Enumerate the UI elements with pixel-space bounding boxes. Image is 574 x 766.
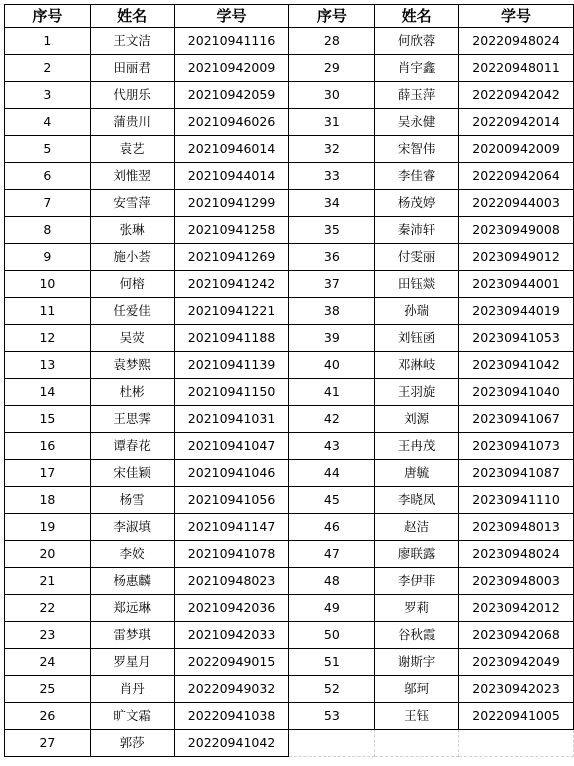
right-student-id-cell: 20230941087 bbox=[459, 460, 574, 487]
table-row bbox=[5, 136, 574, 163]
left-index-cell: 21 bbox=[5, 568, 91, 595]
right-name-cell: 廖联露 bbox=[375, 541, 459, 568]
left-name-cell: 安雪萍 bbox=[90, 190, 174, 217]
right-student-id-cell: 20230941110 bbox=[459, 487, 574, 514]
left-student-id-cell: 20210942009 bbox=[174, 55, 289, 82]
left-student-id-cell: 20210941188 bbox=[174, 325, 289, 352]
left-index-cell: 12 bbox=[5, 325, 91, 352]
left-student-id-cell: 20220949015 bbox=[174, 649, 289, 676]
left-index-cell: 26 bbox=[5, 703, 91, 730]
table-row bbox=[5, 487, 574, 514]
right-name-cell: 赵洁 bbox=[375, 514, 459, 541]
right-student-id-cell: 20200942009 bbox=[459, 136, 574, 163]
right-index-cell: 42 bbox=[289, 406, 375, 433]
left-student-id-cell: 20210944014 bbox=[174, 163, 289, 190]
table-row bbox=[5, 163, 574, 190]
left-index-cell: 5 bbox=[5, 136, 91, 163]
left-student-id-cell: 20210942033 bbox=[174, 622, 289, 649]
empty-cell bbox=[459, 730, 574, 757]
right-name-cell: 杨茂婷 bbox=[375, 190, 459, 217]
table-row bbox=[5, 55, 574, 82]
right-student-id-cell: 20230941067 bbox=[459, 406, 574, 433]
left-student-id-cell: 20210942036 bbox=[174, 595, 289, 622]
left-student-id-cell: 20210946014 bbox=[174, 136, 289, 163]
left-index-cell: 27 bbox=[5, 730, 91, 757]
left-student-id-cell: 20220949032 bbox=[174, 676, 289, 703]
left-index-cell: 7 bbox=[5, 190, 91, 217]
table-row bbox=[5, 622, 574, 649]
right-name-cell: 李伊菲 bbox=[375, 568, 459, 595]
left-index-cell: 10 bbox=[5, 271, 91, 298]
left-index-cell: 23 bbox=[5, 622, 91, 649]
left-index-cell: 16 bbox=[5, 433, 91, 460]
table-row bbox=[5, 352, 574, 379]
right-index-cell: 29 bbox=[289, 55, 375, 82]
left-name-cell: 杜彬 bbox=[90, 379, 174, 406]
right-student-id-cell: 20230948003 bbox=[459, 568, 574, 595]
left-index-cell: 22 bbox=[5, 595, 91, 622]
left-student-id-cell: 20210941150 bbox=[174, 379, 289, 406]
table-row bbox=[5, 595, 574, 622]
right-name-cell: 谢斯宇 bbox=[375, 649, 459, 676]
right-index-cell: 37 bbox=[289, 271, 375, 298]
table-row bbox=[5, 109, 574, 136]
right-name-cell: 王冉茂 bbox=[375, 433, 459, 460]
left-name-cell: 刘惟翌 bbox=[90, 163, 174, 190]
left-name-cell: 蒲贵川 bbox=[90, 109, 174, 136]
left-student-id-cell: 20210941242 bbox=[174, 271, 289, 298]
right-student-id-cell: 20230948013 bbox=[459, 514, 574, 541]
right-index-cell: 45 bbox=[289, 487, 375, 514]
table-row bbox=[5, 676, 574, 703]
table-row bbox=[5, 244, 574, 271]
left-index-cell: 1 bbox=[5, 28, 91, 55]
left-student-id-cell: 20210941031 bbox=[174, 406, 289, 433]
left-name-cell: 王文洁 bbox=[90, 28, 174, 55]
right-index-cell: 32 bbox=[289, 136, 375, 163]
table-row bbox=[5, 649, 574, 676]
table-row bbox=[5, 217, 574, 244]
left-name-cell: 施小荟 bbox=[90, 244, 174, 271]
left-name-cell: 肖丹 bbox=[90, 676, 174, 703]
left-name-cell: 代朋乐 bbox=[90, 82, 174, 109]
right-name-cell: 邓淋岐 bbox=[375, 352, 459, 379]
left-student-id-cell: 20220941038 bbox=[174, 703, 289, 730]
right-index-cell: 43 bbox=[289, 433, 375, 460]
right-name-cell: 肖宇鑫 bbox=[375, 55, 459, 82]
header-student-id: 学号 bbox=[174, 5, 289, 28]
right-index-cell: 46 bbox=[289, 514, 375, 541]
table-row bbox=[5, 82, 574, 109]
header-name: 姓名 bbox=[90, 5, 174, 28]
right-name-cell: 王羽旋 bbox=[375, 379, 459, 406]
right-name-cell: 宋智伟 bbox=[375, 136, 459, 163]
right-student-id-cell: 20220948024 bbox=[459, 28, 574, 55]
right-name-cell: 谷秋霞 bbox=[375, 622, 459, 649]
left-student-id-cell: 20210941299 bbox=[174, 190, 289, 217]
left-name-cell: 任爱佳 bbox=[90, 298, 174, 325]
left-student-id-cell: 20210941056 bbox=[174, 487, 289, 514]
right-name-cell: 薛玉萍 bbox=[375, 82, 459, 109]
left-student-id-cell: 20210941269 bbox=[174, 244, 289, 271]
header-name: 姓名 bbox=[375, 5, 459, 28]
left-student-id-cell: 20210946026 bbox=[174, 109, 289, 136]
right-student-id-cell: 20230942068 bbox=[459, 622, 574, 649]
right-student-id-cell: 20230941073 bbox=[459, 433, 574, 460]
right-index-cell: 53 bbox=[289, 703, 375, 730]
right-index-cell: 48 bbox=[289, 568, 375, 595]
student-roster-table bbox=[4, 4, 574, 757]
right-student-id-cell: 20230949012 bbox=[459, 244, 574, 271]
right-name-cell: 田钰燚 bbox=[375, 271, 459, 298]
right-student-id-cell: 20220948011 bbox=[459, 55, 574, 82]
right-student-id-cell: 20220944003 bbox=[459, 190, 574, 217]
left-name-cell: 何榕 bbox=[90, 271, 174, 298]
right-index-cell: 41 bbox=[289, 379, 375, 406]
table-row bbox=[5, 514, 574, 541]
table-row bbox=[5, 703, 574, 730]
right-name-cell: 何欣蓉 bbox=[375, 28, 459, 55]
right-name-cell: 付雯丽 bbox=[375, 244, 459, 271]
table-row bbox=[5, 406, 574, 433]
right-name-cell: 吴永健 bbox=[375, 109, 459, 136]
left-student-id-cell: 20210941046 bbox=[174, 460, 289, 487]
right-index-cell: 44 bbox=[289, 460, 375, 487]
right-name-cell: 李晓凤 bbox=[375, 487, 459, 514]
empty-cell bbox=[375, 730, 459, 757]
right-index-cell: 31 bbox=[289, 109, 375, 136]
left-name-cell: 宋佳颖 bbox=[90, 460, 174, 487]
right-index-cell: 52 bbox=[289, 676, 375, 703]
right-student-id-cell: 20230949008 bbox=[459, 217, 574, 244]
left-index-cell: 3 bbox=[5, 82, 91, 109]
right-index-cell: 39 bbox=[289, 325, 375, 352]
table-row bbox=[5, 568, 574, 595]
left-name-cell: 田丽君 bbox=[90, 55, 174, 82]
left-index-cell: 17 bbox=[5, 460, 91, 487]
left-index-cell: 15 bbox=[5, 406, 91, 433]
right-index-cell: 40 bbox=[289, 352, 375, 379]
header-student-id: 学号 bbox=[459, 5, 574, 28]
right-student-id-cell: 20230941053 bbox=[459, 325, 574, 352]
left-name-cell: 袁梦熙 bbox=[90, 352, 174, 379]
left-name-cell: 李淑填 bbox=[90, 514, 174, 541]
left-student-id-cell: 20210941147 bbox=[174, 514, 289, 541]
right-student-id-cell: 20230942049 bbox=[459, 649, 574, 676]
header-index: 序号 bbox=[289, 5, 375, 28]
right-name-cell: 刘钰函 bbox=[375, 325, 459, 352]
right-student-id-cell: 20230944001 bbox=[459, 271, 574, 298]
right-index-cell: 34 bbox=[289, 190, 375, 217]
left-student-id-cell: 20210941221 bbox=[174, 298, 289, 325]
right-student-id-cell: 20230944019 bbox=[459, 298, 574, 325]
right-name-cell: 罗莉 bbox=[375, 595, 459, 622]
right-name-cell: 邬珂 bbox=[375, 676, 459, 703]
right-name-cell: 唐毓 bbox=[375, 460, 459, 487]
right-name-cell: 刘源 bbox=[375, 406, 459, 433]
left-student-id-cell: 20210941078 bbox=[174, 541, 289, 568]
left-name-cell: 吴荧 bbox=[90, 325, 174, 352]
right-index-cell: 30 bbox=[289, 82, 375, 109]
left-index-cell: 13 bbox=[5, 352, 91, 379]
right-index-cell: 28 bbox=[289, 28, 375, 55]
table-row bbox=[5, 541, 574, 568]
left-index-cell: 6 bbox=[5, 163, 91, 190]
left-name-cell: 旷文霜 bbox=[90, 703, 174, 730]
empty-cell bbox=[289, 730, 375, 757]
left-name-cell: 杨惠麟 bbox=[90, 568, 174, 595]
header-row bbox=[5, 5, 574, 28]
left-student-id-cell: 20220941042 bbox=[174, 730, 289, 757]
left-name-cell: 郭莎 bbox=[90, 730, 174, 757]
left-name-cell: 张琳 bbox=[90, 217, 174, 244]
right-student-id-cell: 20220941005 bbox=[459, 703, 574, 730]
left-index-cell: 19 bbox=[5, 514, 91, 541]
table-row bbox=[5, 730, 574, 757]
right-index-cell: 35 bbox=[289, 217, 375, 244]
left-name-cell: 谭春花 bbox=[90, 433, 174, 460]
right-student-id-cell: 20230942023 bbox=[459, 676, 574, 703]
right-student-id-cell: 20220942014 bbox=[459, 109, 574, 136]
left-name-cell: 雷梦琪 bbox=[90, 622, 174, 649]
roster-body bbox=[5, 5, 574, 757]
left-index-cell: 25 bbox=[5, 676, 91, 703]
table-row bbox=[5, 28, 574, 55]
left-student-id-cell: 20210941116 bbox=[174, 28, 289, 55]
left-index-cell: 18 bbox=[5, 487, 91, 514]
left-name-cell: 罗星月 bbox=[90, 649, 174, 676]
right-index-cell: 38 bbox=[289, 298, 375, 325]
right-name-cell: 孙瑞 bbox=[375, 298, 459, 325]
table-row bbox=[5, 460, 574, 487]
right-student-id-cell: 20220942064 bbox=[459, 163, 574, 190]
left-student-id-cell: 20210942059 bbox=[174, 82, 289, 109]
left-index-cell: 8 bbox=[5, 217, 91, 244]
left-index-cell: 24 bbox=[5, 649, 91, 676]
right-student-id-cell: 20230941042 bbox=[459, 352, 574, 379]
right-index-cell: 51 bbox=[289, 649, 375, 676]
header-index: 序号 bbox=[5, 5, 91, 28]
right-student-id-cell: 20220942042 bbox=[459, 82, 574, 109]
left-name-cell: 杨雪 bbox=[90, 487, 174, 514]
right-index-cell: 47 bbox=[289, 541, 375, 568]
left-index-cell: 2 bbox=[5, 55, 91, 82]
right-index-cell: 50 bbox=[289, 622, 375, 649]
left-index-cell: 20 bbox=[5, 541, 91, 568]
right-student-id-cell: 20230941040 bbox=[459, 379, 574, 406]
table-row bbox=[5, 298, 574, 325]
right-index-cell: 33 bbox=[289, 163, 375, 190]
left-name-cell: 王思霁 bbox=[90, 406, 174, 433]
left-student-id-cell: 20210941139 bbox=[174, 352, 289, 379]
left-name-cell: 郑远琳 bbox=[90, 595, 174, 622]
right-index-cell: 36 bbox=[289, 244, 375, 271]
left-index-cell: 11 bbox=[5, 298, 91, 325]
left-student-id-cell: 20210948023 bbox=[174, 568, 289, 595]
left-name-cell: 李姣 bbox=[90, 541, 174, 568]
table-row bbox=[5, 379, 574, 406]
right-student-id-cell: 20230948024 bbox=[459, 541, 574, 568]
right-name-cell: 秦沛轩 bbox=[375, 217, 459, 244]
left-name-cell: 袁艺 bbox=[90, 136, 174, 163]
left-index-cell: 14 bbox=[5, 379, 91, 406]
left-index-cell: 4 bbox=[5, 109, 91, 136]
table-row bbox=[5, 271, 574, 298]
right-name-cell: 李佳睿 bbox=[375, 163, 459, 190]
table-row bbox=[5, 433, 574, 460]
table-row bbox=[5, 325, 574, 352]
right-name-cell: 王钰 bbox=[375, 703, 459, 730]
right-student-id-cell: 20230942012 bbox=[459, 595, 574, 622]
left-student-id-cell: 20210941047 bbox=[174, 433, 289, 460]
right-index-cell: 49 bbox=[289, 595, 375, 622]
left-student-id-cell: 20210941258 bbox=[174, 217, 289, 244]
table-row bbox=[5, 190, 574, 217]
left-index-cell: 9 bbox=[5, 244, 91, 271]
